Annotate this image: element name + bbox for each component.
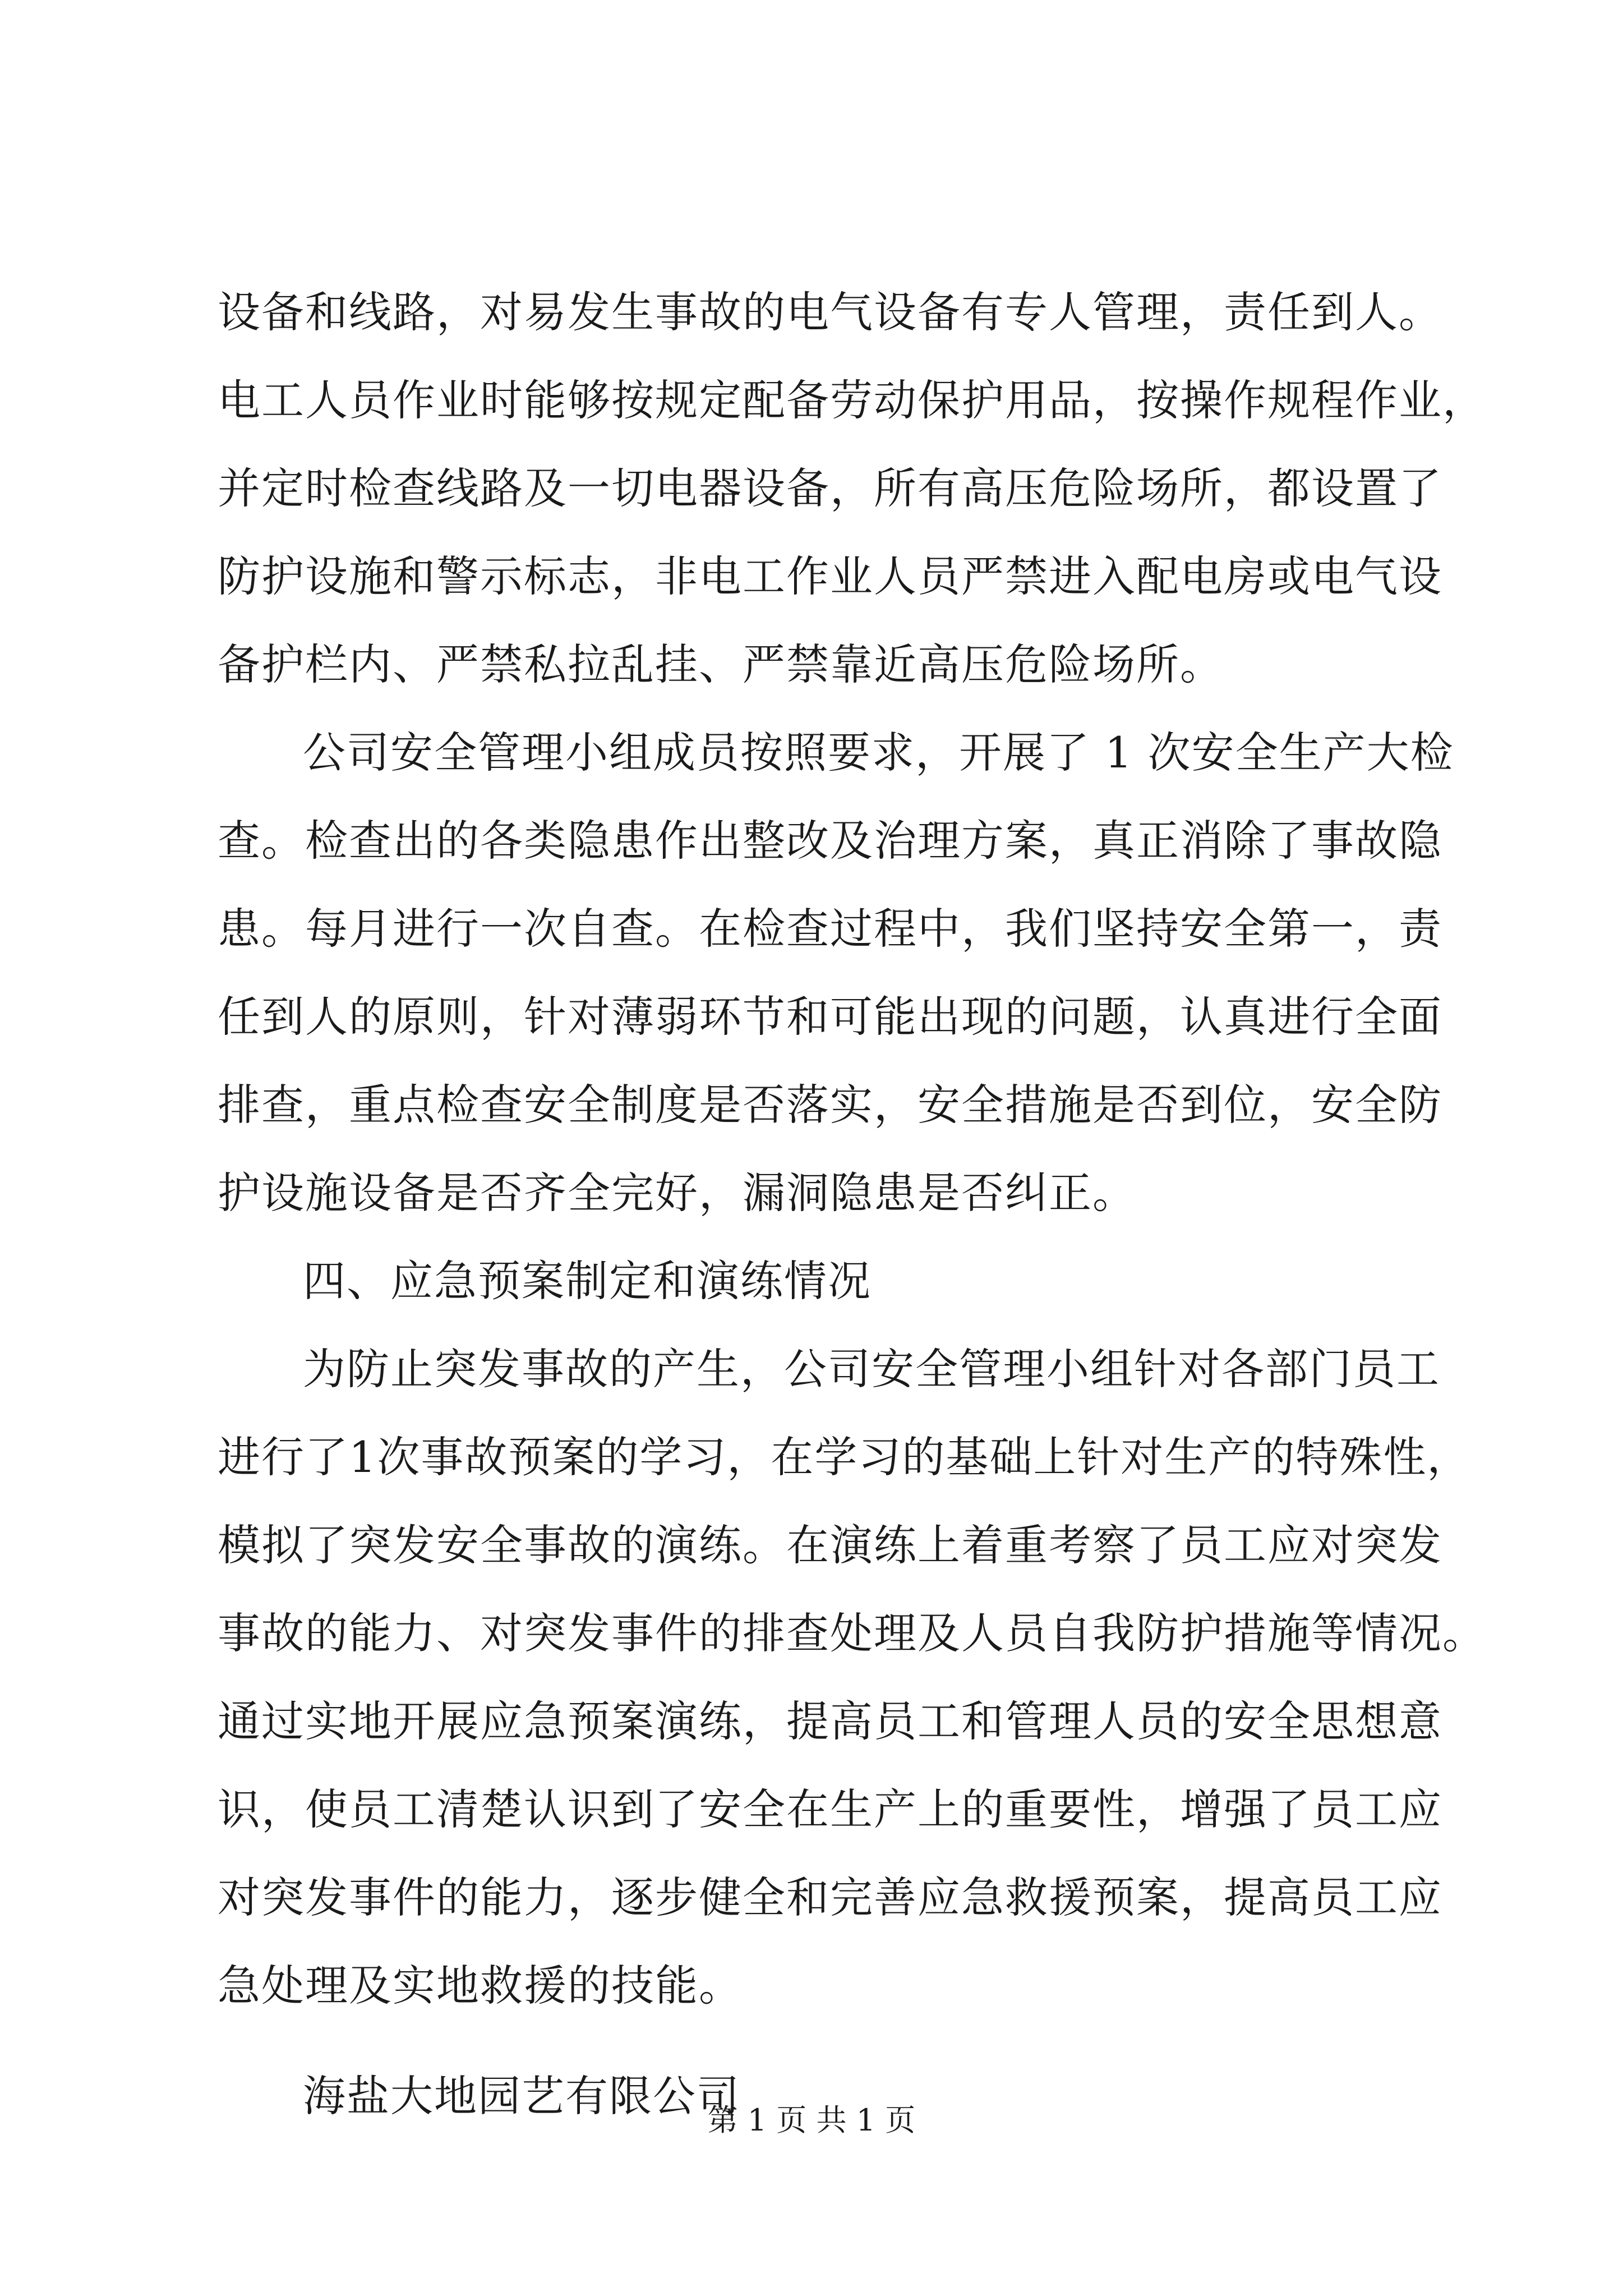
text-line-2: 电工人员作业时能够按规定配备劳动保护用品，按操作规程作业，: [218, 375, 1486, 425]
text-line-9: 任到人的原则，针对薄弱环节和可能出现的问题，认真进行全面: [218, 992, 1442, 1042]
text-line-13: 为防止突发事故的产生，公司安全管理小组针对各部门员工: [303, 1344, 1440, 1394]
page-footer: 第 1 页 共 1 页: [707, 2102, 916, 2138]
text-line-10: 排查，重点检查安全制度是否落实，安全措施是否到位，安全防: [218, 1080, 1442, 1130]
text-line-7: 查。检查出的各类隐患作出整改及治理方案，真正消除了事故隐: [218, 816, 1442, 866]
paragraph-gap: [218, 2030, 1468, 2052]
text-line-1: 设备和线路，对易发生事故的电气设备有专人管理，责任到人。: [218, 287, 1442, 337]
company-signature: 海盐大地园艺有限公司: [303, 2071, 740, 2121]
text-line-5: 备护栏内、严禁私拉乱挂、严禁靠近高压危险场所。: [218, 639, 1224, 689]
text-line-17: 通过实地开展应急预案演练，提高员工和管理人员的安全思想意: [218, 1696, 1442, 1746]
text-line-4: 防护设施和警示标志，非电工作业人员严禁进入配电房或电气设: [218, 551, 1442, 601]
text-line-3: 并定时检查线路及一切电器设备，所有高压危险场所，都设置了: [218, 463, 1442, 513]
text-line-18: 识，使员工清楚认识到了安全在生产上的重要性，增强了员工应: [218, 1784, 1442, 1834]
text-line-11: 护设施设备是否齐全完好，漏洞隐患是否纠正。: [218, 1168, 1136, 1218]
text-line-20: 急处理及实地救援的技能。: [218, 1961, 743, 2010]
text-line-16: 事故的能力、对突发事件的排查处理及人员自我防护措施等情况。: [218, 1608, 1486, 1658]
text-line-19: 对突发事件的能力，逐步健全和完善应急救援预案，提高员工应: [218, 1872, 1442, 1922]
text-line-6: 公司安全管理小组成员按照要求，开展了 1 次安全生产大检: [303, 728, 1454, 777]
section-heading: 四、应急预案制定和演练情况: [303, 1256, 872, 1306]
text-line-15: 模拟了突发安全事故的演练。在演练上着重考察了员工应对突发: [218, 1520, 1442, 1570]
document-body: [218, 268, 1486, 2140]
text-line-14: 进行了1次事故预案的学习，在学习的基础上针对生产的特殊性，: [218, 1432, 1471, 1482]
text-line-8: 患。每月进行一次自查。在检查过程中，我们坚持安全第一，责: [218, 904, 1442, 954]
